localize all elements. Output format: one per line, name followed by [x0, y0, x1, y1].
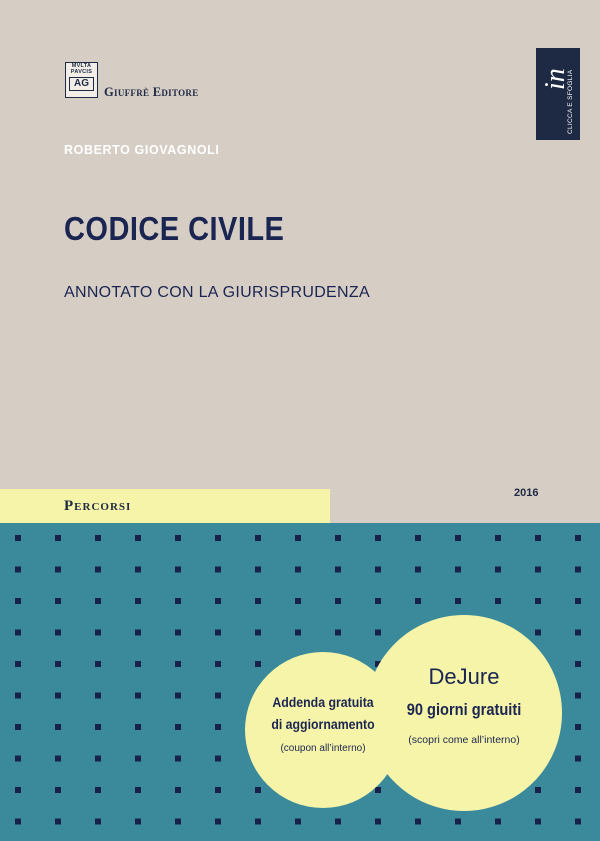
- book-subtitle: ANNOTATO CON LA GIURISPRUDENZA: [64, 284, 370, 301]
- clicca-sfoglia-badge[interactable]: [536, 48, 580, 140]
- badge-mark: in: [540, 68, 571, 90]
- dejure-offer: 90 giorni gratuiti: [406, 700, 522, 719]
- addenda-note: (coupon all’interno): [280, 743, 366, 754]
- addenda-line-2: di aggiornamento: [271, 716, 375, 732]
- series-label: Percorsi: [64, 498, 132, 514]
- author-name: ROBERTO GIOVAGNOLI: [64, 143, 220, 157]
- logo-line-2: PAVCIS: [70, 69, 93, 75]
- edition-year: 2016: [514, 487, 539, 499]
- publisher-name: Giuffrè Editore: [104, 85, 199, 99]
- publisher-logo: [65, 62, 98, 98]
- logo-line-1: MVLTA: [71, 63, 92, 69]
- logo-ag: AG: [69, 77, 94, 91]
- series-band: [0, 489, 330, 523]
- badge-text: CLICCA E SFOGLIA: [567, 69, 574, 134]
- dejure-name: DeJure: [428, 664, 500, 689]
- dejure-note: (scopri come all’interno): [408, 734, 520, 746]
- book-title: CODICE CIVILE: [64, 210, 285, 247]
- addenda-line-1: Addenda gratuita: [272, 694, 374, 710]
